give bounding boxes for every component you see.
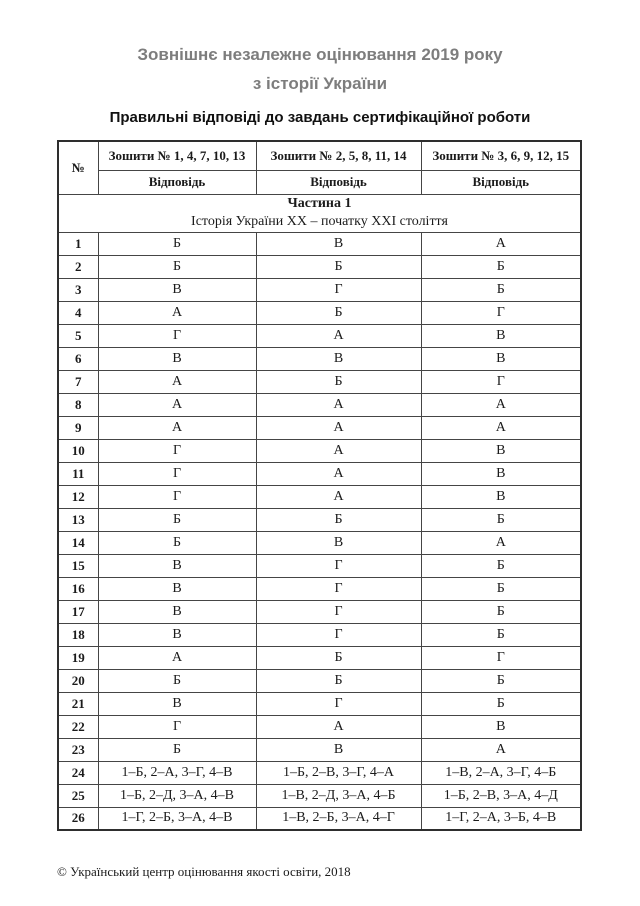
answer-cell: Б bbox=[421, 278, 581, 301]
answer-cell: А bbox=[98, 301, 256, 324]
answer-cell: Б bbox=[256, 301, 421, 324]
main-title-line1: Зовнішнє незалежне оцінювання 2019 року bbox=[137, 45, 503, 64]
table-row bbox=[58, 577, 581, 600]
answer-cell: Б bbox=[256, 508, 421, 531]
answer-cell: Б bbox=[256, 669, 421, 692]
table-row bbox=[58, 255, 581, 278]
answer-cell: А bbox=[421, 738, 581, 761]
question-number: 13 bbox=[58, 508, 98, 531]
answer-cell: 1–Б, 2–В, 3–А, 4–Д bbox=[421, 784, 581, 807]
answer-cell: А bbox=[256, 485, 421, 508]
answer-cell: Б bbox=[421, 669, 581, 692]
question-number: 8 bbox=[58, 393, 98, 416]
question-number: 6 bbox=[58, 347, 98, 370]
question-number: 1 bbox=[58, 232, 98, 255]
table-row bbox=[58, 715, 581, 738]
document-header bbox=[0, 40, 640, 128]
answer-cell: В bbox=[421, 439, 581, 462]
table-row bbox=[58, 738, 581, 761]
table-row bbox=[58, 232, 581, 255]
section-subtitle: Історія України ХХ – початку ХХІ століття bbox=[191, 214, 448, 229]
answer-cell: Г bbox=[256, 554, 421, 577]
answer-cell: В bbox=[421, 347, 581, 370]
answer-cell: Г bbox=[256, 600, 421, 623]
question-number: 11 bbox=[58, 462, 98, 485]
answer-cell: В bbox=[98, 554, 256, 577]
header-row-groups bbox=[58, 141, 581, 170]
answer-cell: Г bbox=[256, 278, 421, 301]
table-row bbox=[58, 761, 581, 784]
answer-cell: А bbox=[256, 324, 421, 347]
answer-cell: Б bbox=[98, 738, 256, 761]
answer-cell: А bbox=[256, 462, 421, 485]
table-row bbox=[58, 439, 581, 462]
question-number: 15 bbox=[58, 554, 98, 577]
answer-cell: А bbox=[421, 531, 581, 554]
answer-cell: Г bbox=[421, 370, 581, 393]
answer-cell: Г bbox=[256, 577, 421, 600]
table-row bbox=[58, 324, 581, 347]
answer-cell: Б bbox=[98, 232, 256, 255]
answer-cell: 1–В, 2–Б, 3–А, 4–Г bbox=[256, 807, 421, 830]
document-subtitle: Правильні відповіді до завдань сертифікаційної роботи bbox=[109, 109, 531, 126]
answer-cell: Б bbox=[421, 577, 581, 600]
answer-cell: В bbox=[256, 347, 421, 370]
answer-cell: Г bbox=[98, 439, 256, 462]
answer-cell: В bbox=[98, 623, 256, 646]
table-row bbox=[58, 278, 581, 301]
answer-cell: А bbox=[98, 646, 256, 669]
question-number: 9 bbox=[58, 416, 98, 439]
answer-cell: Б bbox=[98, 255, 256, 278]
answer-cell: Б bbox=[256, 646, 421, 669]
answer-cell: 1–Б, 2–А, 3–Г, 4–В bbox=[98, 761, 256, 784]
answer-cell: А bbox=[98, 370, 256, 393]
answer-cell: Г bbox=[421, 301, 581, 324]
answer-cell: Б bbox=[98, 508, 256, 531]
answer-cell: В bbox=[98, 692, 256, 715]
answer-cell: Б bbox=[421, 554, 581, 577]
answer-cell: 1–Б, 2–В, 3–Г, 4–А bbox=[256, 761, 421, 784]
table-row bbox=[58, 600, 581, 623]
question-number: 12 bbox=[58, 485, 98, 508]
question-number: 21 bbox=[58, 692, 98, 715]
col-header-booklets-1: Зошити № 1, 4, 7, 10, 13 bbox=[98, 141, 256, 170]
answer-cell: Г bbox=[256, 692, 421, 715]
answer-cell: 1–В, 2–А, 3–Г, 4–Б bbox=[421, 761, 581, 784]
answer-cell: Г bbox=[98, 462, 256, 485]
answers-tbody bbox=[58, 232, 581, 830]
table-row bbox=[58, 807, 581, 830]
answer-cell: В bbox=[98, 577, 256, 600]
answer-cell: Б bbox=[256, 255, 421, 278]
answer-cell: Б bbox=[421, 508, 581, 531]
answer-cell: Б bbox=[98, 531, 256, 554]
table-row bbox=[58, 623, 581, 646]
answers-table bbox=[57, 140, 582, 831]
header-row-answers bbox=[58, 170, 581, 194]
col-subheader-answer-1: Відповідь bbox=[98, 170, 256, 194]
answer-cell: Г bbox=[256, 623, 421, 646]
answer-cell: В bbox=[421, 324, 581, 347]
answer-cell: Б bbox=[256, 370, 421, 393]
section-cell bbox=[58, 194, 581, 232]
question-number: 14 bbox=[58, 531, 98, 554]
answer-cell: В bbox=[256, 738, 421, 761]
answer-cell: Б bbox=[421, 255, 581, 278]
question-number: 3 bbox=[58, 278, 98, 301]
table-row bbox=[58, 485, 581, 508]
table-row bbox=[58, 646, 581, 669]
copyright-footer: © Український центр оцінювання якості освіти, 2018 bbox=[57, 864, 351, 879]
answer-cell: Г bbox=[98, 324, 256, 347]
answer-cell: В bbox=[98, 347, 256, 370]
answer-cell: В bbox=[421, 485, 581, 508]
answer-cell: А bbox=[256, 715, 421, 738]
col-header-number: № bbox=[58, 141, 98, 194]
answer-cell: Г bbox=[98, 485, 256, 508]
table-row bbox=[58, 784, 581, 807]
answer-cell: Б bbox=[98, 669, 256, 692]
answer-cell: А bbox=[421, 416, 581, 439]
answer-cell: В bbox=[98, 278, 256, 301]
col-header-booklets-2: Зошити № 2, 5, 8, 11, 14 bbox=[256, 141, 421, 170]
question-number: 7 bbox=[58, 370, 98, 393]
question-number: 19 bbox=[58, 646, 98, 669]
table-row bbox=[58, 692, 581, 715]
col-subheader-answer-2: Відповідь bbox=[256, 170, 421, 194]
answer-cell: В bbox=[421, 715, 581, 738]
answer-cell: Г bbox=[98, 715, 256, 738]
answer-cell: А bbox=[421, 232, 581, 255]
question-number: 10 bbox=[58, 439, 98, 462]
answers-table-head bbox=[58, 141, 581, 194]
table-row bbox=[58, 554, 581, 577]
table-row bbox=[58, 370, 581, 393]
table-row bbox=[58, 347, 581, 370]
answer-cell: А bbox=[98, 416, 256, 439]
answer-cell: Г bbox=[421, 646, 581, 669]
table-row bbox=[58, 416, 581, 439]
answer-cell: 1–Г, 2–Б, 3–А, 4–В bbox=[98, 807, 256, 830]
answer-cell: В bbox=[98, 600, 256, 623]
answer-cell: Б bbox=[421, 692, 581, 715]
question-number: 20 bbox=[58, 669, 98, 692]
col-header-booklets-3: Зошити № 3, 6, 9, 12, 15 bbox=[421, 141, 581, 170]
answer-cell: А bbox=[256, 416, 421, 439]
question-number: 5 bbox=[58, 324, 98, 347]
table-row bbox=[58, 669, 581, 692]
col-subheader-answer-3: Відповідь bbox=[421, 170, 581, 194]
question-number: 26 bbox=[58, 807, 98, 830]
question-number: 23 bbox=[58, 738, 98, 761]
table-row bbox=[58, 531, 581, 554]
question-number: 4 bbox=[58, 301, 98, 324]
answer-cell: Б bbox=[421, 623, 581, 646]
answer-cell: А bbox=[421, 393, 581, 416]
answer-cell: А bbox=[256, 439, 421, 462]
answer-cell: 1–Г, 2–А, 3–Б, 4–В bbox=[421, 807, 581, 830]
answer-cell: А bbox=[98, 393, 256, 416]
answer-cell: 1–В, 2–Д, 3–А, 4–Б bbox=[256, 784, 421, 807]
answer-cell: В bbox=[256, 232, 421, 255]
main-title-line2: з історії України bbox=[252, 74, 388, 93]
question-number: 24 bbox=[58, 761, 98, 784]
answer-cell: В bbox=[256, 531, 421, 554]
question-number: 18 bbox=[58, 623, 98, 646]
section-row bbox=[58, 194, 581, 232]
question-number: 25 bbox=[58, 784, 98, 807]
answer-cell: 1–Б, 2–Д, 3–А, 4–В bbox=[98, 784, 256, 807]
table-row bbox=[58, 393, 581, 416]
table-row bbox=[58, 301, 581, 324]
table-row bbox=[58, 462, 581, 485]
answer-cell: А bbox=[256, 393, 421, 416]
question-number: 2 bbox=[58, 255, 98, 278]
answer-cell: Б bbox=[421, 600, 581, 623]
question-number: 17 bbox=[58, 600, 98, 623]
section-title: Частина 1 bbox=[287, 196, 352, 211]
answer-cell: В bbox=[421, 462, 581, 485]
question-number: 16 bbox=[58, 577, 98, 600]
question-number: 22 bbox=[58, 715, 98, 738]
table-row bbox=[58, 508, 581, 531]
